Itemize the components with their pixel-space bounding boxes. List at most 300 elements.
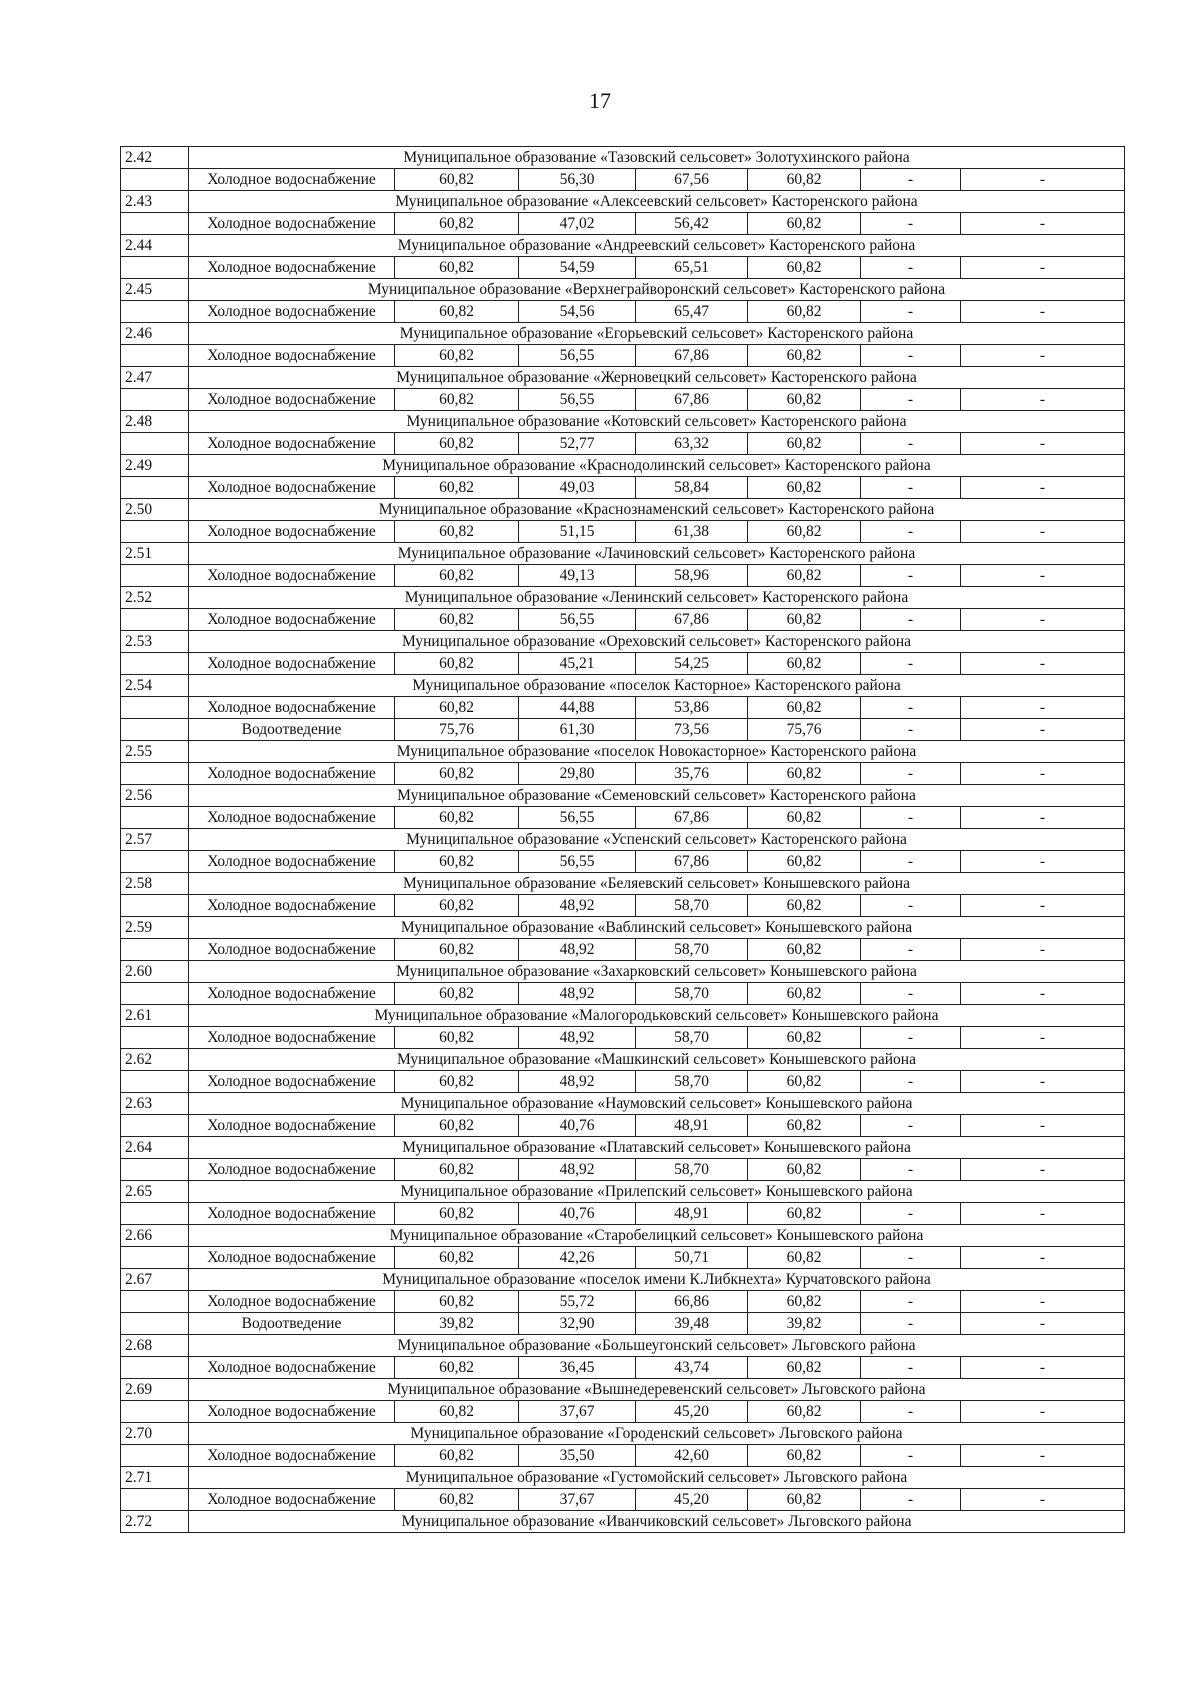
section-header-row: [121, 455, 1125, 477]
section-title: Муниципальное образование «Успенский сельсовет» Касторенского района: [189, 829, 1125, 851]
service-name: Холодное водоснабжение: [189, 257, 395, 279]
section-number: 2.51: [121, 543, 189, 565]
value-cell: 73,56: [636, 719, 748, 741]
row-spacer-cell: [121, 345, 189, 367]
value-cell: 56,42: [636, 213, 748, 235]
value-cell: 75,76: [748, 719, 861, 741]
value-cell: 60,82: [395, 807, 519, 829]
table-row: [121, 521, 1125, 543]
value-cell: 60,82: [748, 1401, 861, 1423]
value-cell: 60,82: [395, 301, 519, 323]
value-cell: 67,86: [636, 609, 748, 631]
value-cell: 60,82: [395, 1291, 519, 1313]
value-cell: 58,96: [636, 565, 748, 587]
value-cell: 60,82: [395, 1247, 519, 1269]
value-cell: 35,50: [519, 1445, 636, 1467]
value-cell: 60,82: [395, 169, 519, 191]
row-spacer-cell: [121, 851, 189, 873]
table-row: [121, 301, 1125, 323]
service-name: Холодное водоснабжение: [189, 477, 395, 499]
value-cell: 45,20: [636, 1401, 748, 1423]
value-cell: 45,20: [636, 1489, 748, 1511]
value-cell: -: [861, 1159, 961, 1181]
table-row: [121, 213, 1125, 235]
table-row: [121, 1357, 1125, 1379]
section-header-row: [121, 323, 1125, 345]
value-cell: -: [961, 983, 1125, 1005]
value-cell: 60,82: [748, 851, 861, 873]
value-cell: -: [961, 433, 1125, 455]
value-cell: 60,82: [748, 1115, 861, 1137]
section-header-row: [121, 1225, 1125, 1247]
row-spacer-cell: [121, 1159, 189, 1181]
value-cell: -: [961, 1115, 1125, 1137]
section-title: Муниципальное образование «Семеновский сельсовет» Касторенского района: [189, 785, 1125, 807]
section-header-row: [121, 1181, 1125, 1203]
value-cell: 60,82: [748, 213, 861, 235]
value-cell: -: [861, 477, 961, 499]
value-cell: 60,82: [748, 1247, 861, 1269]
section-title: Муниципальное образование «Беляевский сельсовет» Конышевского района: [189, 873, 1125, 895]
value-cell: 56,55: [519, 345, 636, 367]
value-cell: -: [961, 895, 1125, 917]
value-cell: 60,82: [395, 1115, 519, 1137]
section-header-row: [121, 1093, 1125, 1115]
table-row: [121, 1203, 1125, 1225]
section-title: Муниципальное образование «поселок Касторное» Касторенского района: [189, 675, 1125, 697]
value-cell: 60,82: [395, 1489, 519, 1511]
value-cell: -: [861, 433, 961, 455]
value-cell: -: [961, 763, 1125, 785]
value-cell: 60,82: [395, 477, 519, 499]
service-name: Холодное водоснабжение: [189, 939, 395, 961]
value-cell: 60,82: [748, 983, 861, 1005]
section-number: 2.64: [121, 1137, 189, 1159]
value-cell: 52,77: [519, 433, 636, 455]
value-cell: -: [961, 1357, 1125, 1379]
section-number: 2.50: [121, 499, 189, 521]
value-cell: 60,82: [395, 895, 519, 917]
value-cell: -: [961, 653, 1125, 675]
section-title: Муниципальное образование «поселок имени К.Либкнехта» Курчатовского района: [189, 1269, 1125, 1291]
page-number: 17: [589, 88, 611, 113]
section-title: Муниципальное образование «Захарковский сельсовет» Конышевского района: [189, 961, 1125, 983]
value-cell: 48,92: [519, 1159, 636, 1181]
row-spacer-cell: [121, 1115, 189, 1137]
value-cell: 60,82: [748, 763, 861, 785]
section-number: 2.48: [121, 411, 189, 433]
value-cell: 60,82: [748, 609, 861, 631]
service-name: Холодное водоснабжение: [189, 1489, 395, 1511]
value-cell: -: [861, 1027, 961, 1049]
value-cell: -: [861, 807, 961, 829]
section-number: 2.52: [121, 587, 189, 609]
section-number: 2.44: [121, 235, 189, 257]
section-number: 2.72: [121, 1511, 189, 1533]
value-cell: 56,55: [519, 851, 636, 873]
value-cell: 54,59: [519, 257, 636, 279]
value-cell: 56,55: [519, 389, 636, 411]
value-cell: 67,86: [636, 345, 748, 367]
value-cell: -: [961, 1445, 1125, 1467]
value-cell: 54,25: [636, 653, 748, 675]
service-name: Холодное водоснабжение: [189, 895, 395, 917]
table-row: [121, 389, 1125, 411]
section-number: 2.61: [121, 1005, 189, 1027]
section-header-row: [121, 411, 1125, 433]
table-row: [121, 1291, 1125, 1313]
section-header-row: [121, 499, 1125, 521]
value-cell: 48,92: [519, 1027, 636, 1049]
value-cell: -: [961, 1313, 1125, 1335]
row-spacer-cell: [121, 1071, 189, 1093]
table-row: [121, 1115, 1125, 1137]
row-spacer-cell: [121, 939, 189, 961]
section-title: Муниципальное образование «Наумовский сельсовет» Конышевского района: [189, 1093, 1125, 1115]
value-cell: 56,55: [519, 807, 636, 829]
row-spacer-cell: [121, 389, 189, 411]
value-cell: 65,47: [636, 301, 748, 323]
value-cell: 42,26: [519, 1247, 636, 1269]
section-title: Муниципальное образование «Густомойский сельсовет» Льговского района: [189, 1467, 1125, 1489]
section-title: Муниципальное образование «Иванчиковский сельсовет» Льговского района: [189, 1511, 1125, 1533]
value-cell: -: [861, 345, 961, 367]
service-name: Холодное водоснабжение: [189, 433, 395, 455]
value-cell: -: [961, 301, 1125, 323]
table-row: [121, 169, 1125, 191]
section-header-row: [121, 1511, 1125, 1533]
service-name: Холодное водоснабжение: [189, 1445, 395, 1467]
service-name: Холодное водоснабжение: [189, 807, 395, 829]
section-header-row: [121, 1269, 1125, 1291]
value-cell: -: [961, 257, 1125, 279]
value-cell: 42,60: [636, 1445, 748, 1467]
value-cell: 58,70: [636, 1159, 748, 1181]
value-cell: 39,82: [748, 1313, 861, 1335]
value-cell: -: [861, 1313, 961, 1335]
service-name: Холодное водоснабжение: [189, 763, 395, 785]
section-number: 2.67: [121, 1269, 189, 1291]
row-spacer-cell: [121, 1291, 189, 1313]
value-cell: 58,70: [636, 1071, 748, 1093]
value-cell: -: [961, 213, 1125, 235]
value-cell: 63,32: [636, 433, 748, 455]
value-cell: -: [961, 1489, 1125, 1511]
value-cell: -: [861, 213, 961, 235]
value-cell: 40,76: [519, 1203, 636, 1225]
service-name: Холодное водоснабжение: [189, 653, 395, 675]
value-cell: -: [861, 697, 961, 719]
section-title: Муниципальное образование «Краснознаменский сельсовет» Касторенского района: [189, 499, 1125, 521]
value-cell: -: [961, 1159, 1125, 1181]
row-spacer-cell: [121, 653, 189, 675]
section-title: Муниципальное образование «поселок Новокасторное» Касторенского района: [189, 741, 1125, 763]
table-row: [121, 565, 1125, 587]
value-cell: 60,82: [395, 257, 519, 279]
row-spacer-cell: [121, 433, 189, 455]
value-cell: 47,02: [519, 213, 636, 235]
section-header-row: [121, 1423, 1125, 1445]
service-name: Холодное водоснабжение: [189, 169, 395, 191]
value-cell: 60,82: [748, 807, 861, 829]
section-header-row: [121, 961, 1125, 983]
value-cell: -: [861, 1291, 961, 1313]
value-cell: 48,91: [636, 1203, 748, 1225]
section-header-row: [121, 191, 1125, 213]
section-title: Муниципальное образование «Алексеевский сельсовет» Касторенского района: [189, 191, 1125, 213]
value-cell: -: [961, 389, 1125, 411]
service-name: Водоотведение: [189, 1313, 395, 1335]
section-number: 2.55: [121, 741, 189, 763]
value-cell: 60,82: [395, 1401, 519, 1423]
section-header-row: [121, 741, 1125, 763]
section-header-row: [121, 1137, 1125, 1159]
value-cell: 67,86: [636, 851, 748, 873]
section-header-row: [121, 147, 1125, 169]
table-row: [121, 1027, 1125, 1049]
value-cell: 60,82: [748, 345, 861, 367]
value-cell: 60,82: [395, 1071, 519, 1093]
section-number: 2.46: [121, 323, 189, 345]
section-title: Муниципальное образование «Краснодолинский сельсовет» Касторенского района: [189, 455, 1125, 477]
section-header-row: [121, 279, 1125, 301]
row-spacer-cell: [121, 895, 189, 917]
service-name: Холодное водоснабжение: [189, 1291, 395, 1313]
value-cell: 60,82: [395, 851, 519, 873]
section-title: Муниципальное образование «Ореховский сельсовет» Касторенского района: [189, 631, 1125, 653]
section-header-row: [121, 631, 1125, 653]
row-spacer-cell: [121, 257, 189, 279]
value-cell: 48,92: [519, 983, 636, 1005]
value-cell: -: [861, 389, 961, 411]
value-cell: -: [861, 1445, 961, 1467]
value-cell: 60,82: [395, 345, 519, 367]
value-cell: 56,55: [519, 609, 636, 631]
value-cell: 60,82: [748, 257, 861, 279]
row-spacer-cell: [121, 807, 189, 829]
value-cell: 29,80: [519, 763, 636, 785]
section-header-row: [121, 1049, 1125, 1071]
service-name: Холодное водоснабжение: [189, 1247, 395, 1269]
table-row: [121, 895, 1125, 917]
value-cell: 60,82: [748, 477, 861, 499]
section-header-row: [121, 1379, 1125, 1401]
value-cell: -: [861, 1203, 961, 1225]
service-name: Холодное водоснабжение: [189, 697, 395, 719]
table-row: [121, 257, 1125, 279]
section-number: 2.68: [121, 1335, 189, 1357]
table-row: [121, 1401, 1125, 1423]
value-cell: 58,70: [636, 1027, 748, 1049]
table-row: [121, 1247, 1125, 1269]
table-row: [121, 719, 1125, 741]
table-row: [121, 983, 1125, 1005]
section-number: 2.42: [121, 147, 189, 169]
value-cell: 60,82: [395, 433, 519, 455]
value-cell: -: [861, 565, 961, 587]
value-cell: 40,76: [519, 1115, 636, 1137]
value-cell: 61,30: [519, 719, 636, 741]
section-title: Муниципальное образование «Ленинский сельсовет» Касторенского района: [189, 587, 1125, 609]
value-cell: 60,82: [395, 1159, 519, 1181]
value-cell: 48,92: [519, 1071, 636, 1093]
value-cell: 49,13: [519, 565, 636, 587]
value-cell: 67,86: [636, 389, 748, 411]
section-number: 2.53: [121, 631, 189, 653]
value-cell: 60,82: [748, 653, 861, 675]
service-name: Холодное водоснабжение: [189, 301, 395, 323]
service-name: Холодное водоснабжение: [189, 345, 395, 367]
value-cell: 53,86: [636, 697, 748, 719]
row-spacer-cell: [121, 1027, 189, 1049]
value-cell: 67,86: [636, 807, 748, 829]
value-cell: -: [961, 851, 1125, 873]
value-cell: 60,82: [395, 609, 519, 631]
row-spacer-cell: [121, 1401, 189, 1423]
value-cell: 48,92: [519, 939, 636, 961]
value-cell: -: [861, 653, 961, 675]
value-cell: 43,74: [636, 1357, 748, 1379]
table-row: [121, 1159, 1125, 1181]
row-spacer-cell: [121, 565, 189, 587]
value-cell: -: [861, 763, 961, 785]
value-cell: 37,67: [519, 1489, 636, 1511]
row-spacer-cell: [121, 1357, 189, 1379]
row-spacer-cell: [121, 521, 189, 543]
service-name: Холодное водоснабжение: [189, 1401, 395, 1423]
service-name: Холодное водоснабжение: [189, 1203, 395, 1225]
section-number: 2.54: [121, 675, 189, 697]
value-cell: 58,70: [636, 895, 748, 917]
row-spacer-cell: [121, 477, 189, 499]
section-number: 2.58: [121, 873, 189, 895]
table-row: [121, 1313, 1125, 1335]
row-spacer-cell: [121, 1313, 189, 1335]
table-row: [121, 807, 1125, 829]
table-row: [121, 433, 1125, 455]
value-cell: -: [861, 1247, 961, 1269]
value-cell: 60,82: [748, 521, 861, 543]
tariff-table: [120, 146, 1125, 1533]
section-title: Муниципальное образование «Жерновецкий сельсовет» Касторенского района: [189, 367, 1125, 389]
value-cell: 60,82: [748, 1445, 861, 1467]
value-cell: 60,82: [395, 1027, 519, 1049]
value-cell: 37,67: [519, 1401, 636, 1423]
section-number: 2.63: [121, 1093, 189, 1115]
value-cell: 60,82: [395, 653, 519, 675]
value-cell: 54,56: [519, 301, 636, 323]
section-title: Муниципальное образование «Малогородьковский сельсовет» Конышевского района: [189, 1005, 1125, 1027]
value-cell: 32,90: [519, 1313, 636, 1335]
section-number: 2.43: [121, 191, 189, 213]
value-cell: 35,76: [636, 763, 748, 785]
section-number: 2.70: [121, 1423, 189, 1445]
service-name: Холодное водоснабжение: [189, 521, 395, 543]
section-header-row: [121, 367, 1125, 389]
section-number: 2.59: [121, 917, 189, 939]
value-cell: 60,82: [748, 697, 861, 719]
row-spacer-cell: [121, 983, 189, 1005]
value-cell: 60,82: [395, 939, 519, 961]
section-number: 2.66: [121, 1225, 189, 1247]
section-title: Муниципальное образование «Прилепский сельсовет» Конышевского района: [189, 1181, 1125, 1203]
section-header-row: [121, 675, 1125, 697]
section-number: 2.56: [121, 785, 189, 807]
value-cell: -: [861, 257, 961, 279]
service-name: Водоотведение: [189, 719, 395, 741]
value-cell: 60,82: [395, 983, 519, 1005]
value-cell: -: [861, 1071, 961, 1093]
section-title: Муниципальное образование «Платавский сельсовет» Конышевского района: [189, 1137, 1125, 1159]
service-name: Холодное водоснабжение: [189, 851, 395, 873]
value-cell: -: [861, 1489, 961, 1511]
section-number: 2.71: [121, 1467, 189, 1489]
service-name: Холодное водоснабжение: [189, 389, 395, 411]
value-cell: 56,30: [519, 169, 636, 191]
service-name: Холодное водоснабжение: [189, 1071, 395, 1093]
value-cell: 60,82: [748, 169, 861, 191]
value-cell: 60,82: [395, 697, 519, 719]
value-cell: 55,72: [519, 1291, 636, 1313]
table-row: [121, 653, 1125, 675]
table-row: [121, 609, 1125, 631]
value-cell: 50,71: [636, 1247, 748, 1269]
row-spacer-cell: [121, 763, 189, 785]
service-name: Холодное водоснабжение: [189, 1159, 395, 1181]
value-cell: 65,51: [636, 257, 748, 279]
service-name: Холодное водоснабжение: [189, 1357, 395, 1379]
table-body: [121, 147, 1125, 1533]
value-cell: 60,82: [395, 1203, 519, 1225]
value-cell: 48,91: [636, 1115, 748, 1137]
row-spacer-cell: [121, 697, 189, 719]
section-number: 2.47: [121, 367, 189, 389]
value-cell: 60,82: [395, 213, 519, 235]
section-header-row: [121, 1335, 1125, 1357]
table-row: [121, 851, 1125, 873]
value-cell: 60,82: [748, 1291, 861, 1313]
value-cell: 75,76: [395, 719, 519, 741]
value-cell: 60,82: [395, 1357, 519, 1379]
section-header-row: [121, 873, 1125, 895]
section-title: Муниципальное образование «Ваблинский сельсовет» Конышевского района: [189, 917, 1125, 939]
value-cell: 60,82: [395, 389, 519, 411]
service-name: Холодное водоснабжение: [189, 609, 395, 631]
row-spacer-cell: [121, 1445, 189, 1467]
table-row: [121, 345, 1125, 367]
service-name: Холодное водоснабжение: [189, 983, 395, 1005]
value-cell: 58,84: [636, 477, 748, 499]
value-cell: 36,45: [519, 1357, 636, 1379]
section-title: Муниципальное образование «Егорьевский сельсовет» Касторенского района: [189, 323, 1125, 345]
table-row: [121, 1489, 1125, 1511]
value-cell: 60,82: [395, 763, 519, 785]
value-cell: 60,82: [748, 1071, 861, 1093]
value-cell: -: [861, 851, 961, 873]
row-spacer-cell: [121, 213, 189, 235]
value-cell: -: [961, 609, 1125, 631]
service-name: Холодное водоснабжение: [189, 565, 395, 587]
section-number: 2.57: [121, 829, 189, 851]
value-cell: 58,70: [636, 939, 748, 961]
value-cell: 39,48: [636, 1313, 748, 1335]
service-name: Холодное водоснабжение: [189, 213, 395, 235]
value-cell: -: [961, 169, 1125, 191]
value-cell: -: [961, 345, 1125, 367]
service-name: Холодное водоснабжение: [189, 1115, 395, 1137]
value-cell: -: [861, 521, 961, 543]
row-spacer-cell: [121, 301, 189, 323]
